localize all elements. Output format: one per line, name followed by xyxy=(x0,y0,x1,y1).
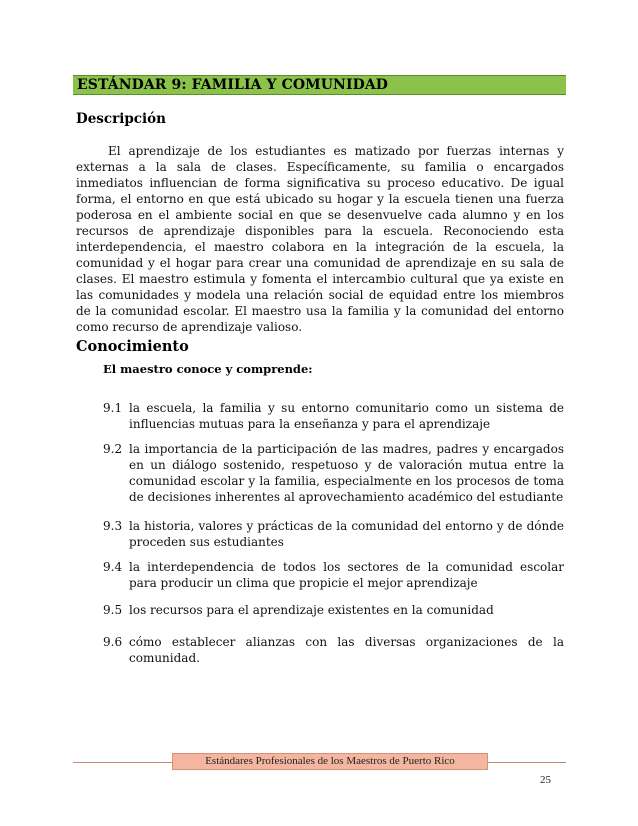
list-item xyxy=(103,518,564,550)
descripcion-paragraph: El aprendizaje de los estudiantes es matizado por fuerzas internas y externas a la sala de clases. Específicamente, su familia o encargados inmediatos influencian de forma significativa su proceso educativo. De igual forma, el entorno en que está ubicado su hogar y la escuela tienen una fuerza poderosa en el ambiente social en que se desenvuelve cada alumno y en los recursos de aprendizaje disponibles para la escuela. Reconociendo esta interdependencia, el maestro colabora en la integración de la escuela, la comunidad y el hogar para crear una comunidad de aprendizaje en su sala de clases. El maestro estimula y fomenta el intercambio cultural que ya existe en las comunidades y modela una relación social de equidad entre los miembros de la comunidad escolar. El maestro usa la familia y la comunidad del entorno como recurso de aprendizaje valioso. xyxy=(76,144,564,334)
page-number: 25 xyxy=(540,774,551,786)
footer-title: Estándares Profesionales de los Maestros de Puerto Rico xyxy=(172,753,488,770)
item-number: 9.4 xyxy=(103,560,123,574)
item-text: la importancia de la participación de las madres, padres y encargados en un diálogo sostenido, respetuoso y de valoración mutua entre la comunidad escolar y la familia, especialmente en los procesos de toma de decisiones inherentes al aprovechamiento académico del estudiante xyxy=(129,442,564,504)
standard-title: ESTÁNDAR 9: FAMILIA Y COMUNIDAD xyxy=(77,77,389,93)
item-text: cómo establecer alianzas con las diversas organizaciones de la comunidad. xyxy=(129,635,564,665)
list-item xyxy=(103,602,564,618)
item-number: 9.6 xyxy=(103,635,123,649)
list-item xyxy=(103,441,564,505)
item-number: 9.2 xyxy=(103,442,123,456)
list-item xyxy=(103,400,564,432)
list-item xyxy=(103,634,564,666)
conocimiento-heading: Conocimiento xyxy=(76,338,189,355)
item-text: la escuela, la familia y su entorno comunitario como un sistema de influencias mutuas para la enseñanza y para el aprendizaje xyxy=(129,401,564,431)
standard-header-bar xyxy=(73,75,566,95)
item-text: la interdependencia de todos los sectores de la comunidad escolar para producir un clima que propicie el mejor aprendizaje xyxy=(129,560,564,590)
item-number: 9.3 xyxy=(103,519,123,533)
item-number: 9.5 xyxy=(103,603,123,617)
list-item xyxy=(103,559,564,591)
descripcion-heading: Descripción xyxy=(76,111,166,127)
item-text: la historia, valores y prácticas de la comunidad del entorno y de dónde proceden sus estudiantes xyxy=(129,519,564,549)
conocimiento-subheading: El maestro conoce y comprende: xyxy=(103,362,313,376)
item-text: los recursos para el aprendizaje existentes en la comunidad xyxy=(129,603,494,617)
item-number: 9.1 xyxy=(103,401,123,415)
